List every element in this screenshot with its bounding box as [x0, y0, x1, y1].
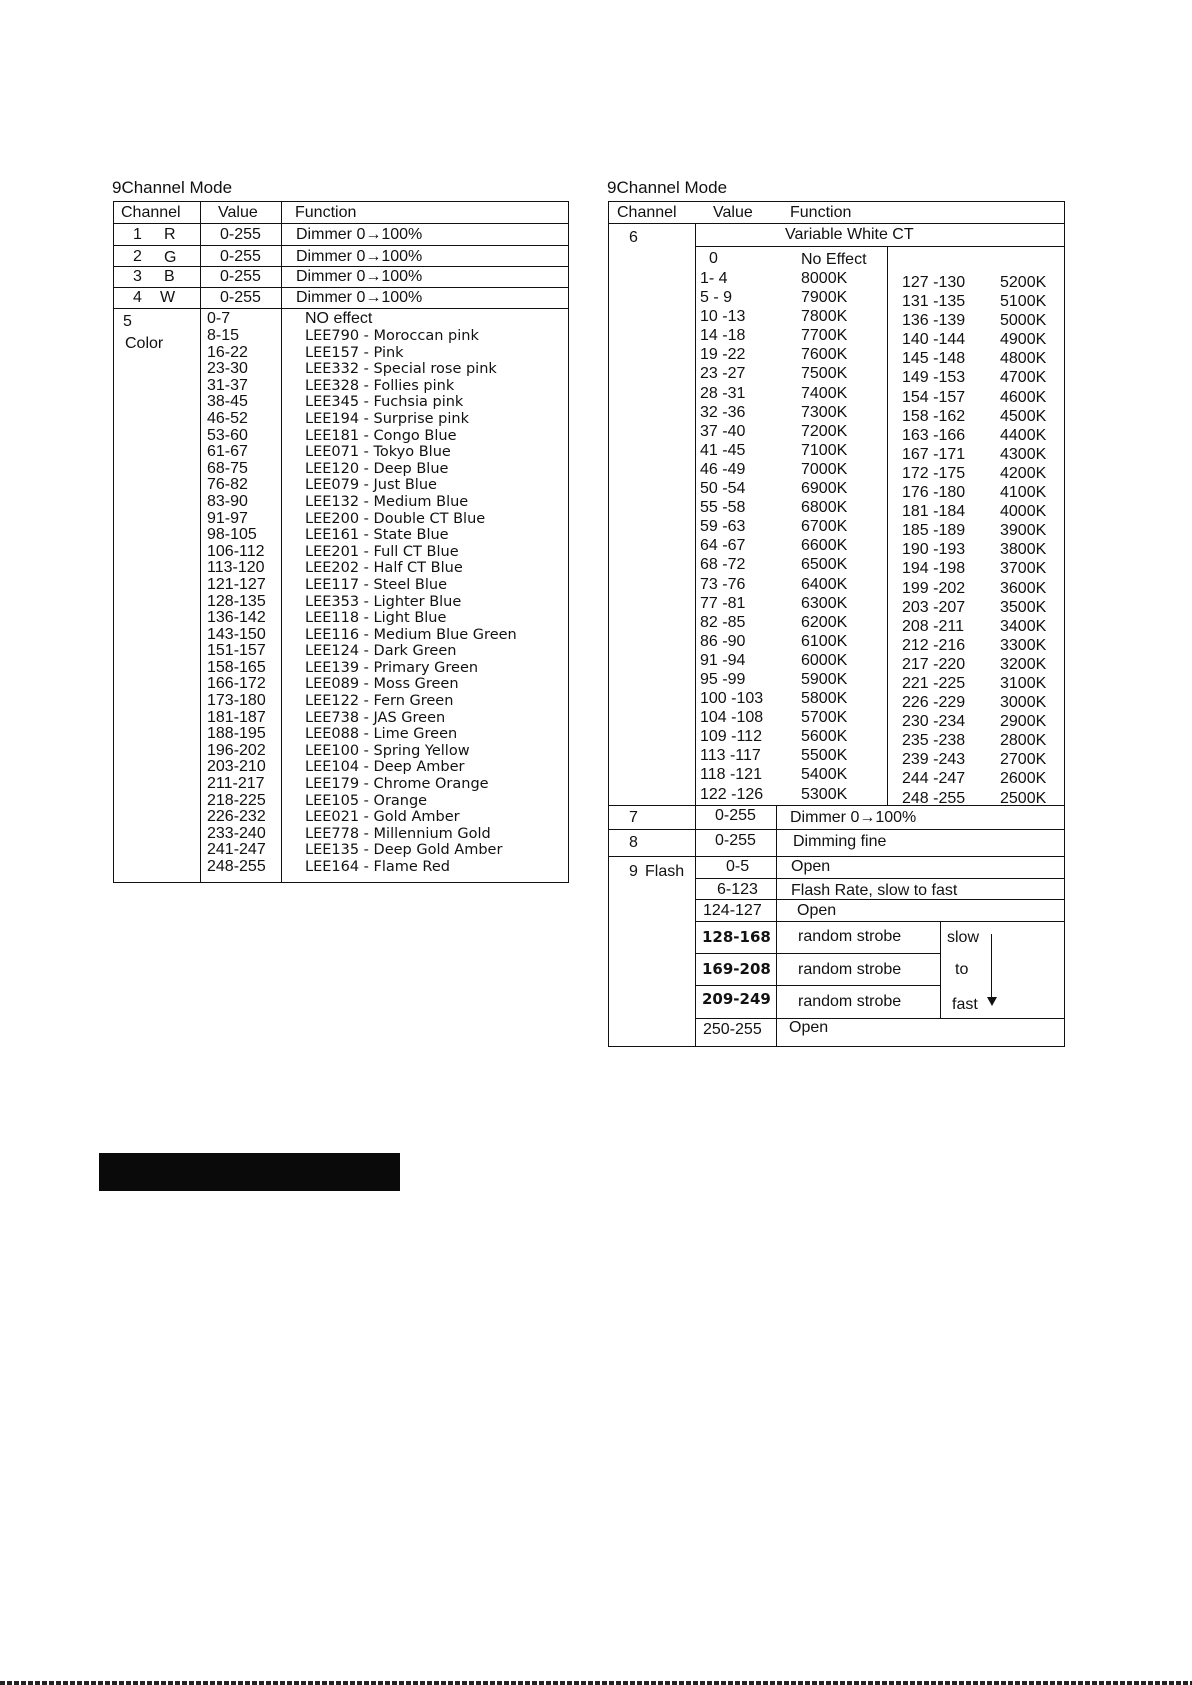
ct-kelvin: 6400K: [801, 575, 848, 593]
ct-kelvin: 6900K: [801, 480, 848, 498]
ct-kelvin: 3000K: [1000, 694, 1047, 712]
ct-kelvin: 5800K: [801, 690, 848, 708]
speed-col-divider: [940, 921, 941, 1018]
flash-value: 250-255: [703, 1021, 762, 1038]
color-value: 151-157: [207, 642, 266, 660]
color-value: 61-67: [207, 443, 248, 461]
ct-value: 149 -153: [902, 369, 966, 387]
ct-kelvin: 2600K: [1000, 770, 1047, 788]
ct-value: 181 -184: [902, 503, 966, 521]
ct-kelvin: 6700K: [801, 518, 848, 536]
color-function: LEE104 - Deep Amber: [305, 759, 465, 776]
color-value: 16-22: [207, 343, 248, 361]
ct-kelvin: 7100K: [801, 441, 848, 459]
ct-kelvin: 4900K: [1000, 331, 1047, 349]
color-value: 8-15: [207, 327, 240, 344]
left-row-line: [113, 266, 569, 267]
color-value: 83-90: [207, 492, 248, 510]
color-function: LEE202 - Half CT Blue: [305, 560, 463, 577]
ct-kelvin: 3100K: [1000, 674, 1047, 692]
color-value: 226-232: [207, 808, 266, 826]
channel-function: Dimming fine: [793, 833, 887, 850]
channel-label: Color: [125, 335, 164, 352]
color-function: LEE089 - Moss Green: [305, 676, 459, 693]
channel-value: 0-255: [220, 268, 261, 285]
color-function: LEE179 - Chrome Orange: [305, 776, 489, 793]
ct-kelvin: 3500K: [1000, 598, 1047, 616]
ct-kelvin: 5400K: [801, 766, 848, 784]
channel-number: 5: [123, 313, 132, 330]
color-value: 218-225: [207, 791, 266, 809]
ct-value: 100 -103: [700, 690, 764, 708]
channel-value: 0-255: [220, 248, 261, 265]
color-value: 53-60: [207, 426, 248, 444]
channel-function: Dimmer 0→100%: [296, 248, 423, 265]
color-function: LEE139 - Primary Green: [305, 659, 479, 676]
color-value: 31-37: [207, 376, 248, 394]
ct-value: 28 -31: [700, 384, 746, 402]
ct-value: 55 -58: [700, 499, 746, 517]
channel-value: 0-255: [715, 807, 756, 824]
ct-kelvin: 2800K: [1000, 732, 1047, 750]
left-row-line: [113, 223, 569, 224]
ct-kelvin: 7600K: [801, 346, 848, 364]
ct-value: 127 -130: [902, 274, 966, 291]
right-row-line: [608, 805, 1065, 806]
ct-kelvin: 5300K: [801, 785, 848, 803]
flash-function: random strobe: [798, 993, 902, 1010]
ct-kelvin: 6800K: [801, 499, 848, 517]
ct-value-list-1: [700, 269, 763, 804]
channel-number: 6: [629, 229, 638, 246]
left-header-channel: Channel: [121, 204, 181, 221]
ct-value: 113 -117: [700, 747, 761, 765]
channel-number: 2: [133, 248, 142, 265]
color-value: 136-142: [207, 609, 266, 627]
left-row-line: [113, 245, 569, 246]
right-row-line: [695, 921, 1065, 922]
flash-function: random strobe: [798, 961, 902, 978]
channel-value: 0-255: [220, 226, 261, 243]
channel-label: Flash: [645, 863, 685, 880]
channel-value: 0-255: [220, 289, 261, 306]
ct-value: 226 -229: [902, 694, 966, 712]
flash-function: Open: [791, 858, 831, 875]
flash-value: 6-123: [717, 881, 758, 898]
ct-kelvin: 6600K: [801, 537, 848, 555]
ct-function: No Effect: [801, 251, 867, 268]
ct-kelvin: 3300K: [1000, 636, 1047, 654]
channel-label: R: [164, 226, 176, 243]
ct-value: 104 -108: [700, 709, 764, 727]
color-value: 0-7: [207, 310, 231, 327]
ct-value: 118 -121: [700, 766, 762, 784]
color-value: 188-195: [207, 725, 266, 743]
left-header-value: Value: [218, 204, 258, 221]
ct-kelvin: 7000K: [801, 460, 848, 478]
color-value: 173-180: [207, 692, 266, 710]
color-function: LEE201 - Full CT Blue: [305, 543, 459, 560]
ct-value: 5 - 9: [700, 289, 733, 307]
ct-kelvin: 3900K: [1000, 522, 1047, 540]
color-function: LEE071 - Tokyo Blue: [305, 444, 451, 461]
right-row-line: [608, 829, 1065, 830]
color-function: LEE021 - Gold Amber: [305, 809, 460, 826]
color-value: 121-127: [207, 575, 266, 593]
ct-value: 217 -220: [902, 655, 966, 673]
right-row-line: [695, 953, 940, 954]
ct-kelvin: 5000K: [1000, 312, 1047, 330]
left-header-function: Function: [295, 204, 357, 221]
ct-value: 95 -99: [700, 670, 746, 688]
ct-value: 185 -189: [902, 522, 966, 540]
color-function: LEE117 - Steel Blue: [305, 576, 447, 593]
color-value: 98-105: [207, 526, 257, 544]
ct-value: 1- 4: [700, 270, 728, 287]
ct-kelvin: 5100K: [1000, 293, 1047, 311]
ct-value: 235 -238: [902, 732, 966, 750]
color-function: LEE124 - Dark Green: [305, 643, 457, 660]
arrow-head-icon: [987, 997, 997, 1006]
color-value: 23-30: [207, 360, 248, 378]
ct-kelvin: 4400K: [1000, 426, 1047, 444]
channel-number: 7: [629, 809, 638, 826]
ct-kelvin: 6100K: [801, 632, 848, 650]
ct-kelvin: 3200K: [1000, 655, 1047, 673]
color-value: 166-172: [207, 675, 266, 693]
color-function: LEE790 - Moroccan pink: [305, 328, 479, 344]
left-row-line: [113, 287, 569, 288]
right-row-line: [695, 878, 1065, 879]
ct-kelvin: 3700K: [1000, 560, 1047, 578]
color-function: LEE778 - Millennium Gold: [305, 825, 491, 842]
ct-value: 14 -18: [700, 327, 746, 345]
right-row-line: [695, 985, 940, 986]
channel-function: Dimmer 0→100%: [296, 268, 423, 285]
ct-value: 77 -81: [700, 594, 746, 612]
color-value: 181-187: [207, 708, 266, 726]
ct-value: 131 -135: [902, 293, 966, 311]
channel-number: 8: [629, 834, 638, 851]
color-function: LEE200 - Double CT Blue: [305, 510, 486, 527]
color-function: LEE738 - JAS Green: [305, 709, 446, 726]
color-value: 196-202: [207, 741, 266, 759]
ct-kelvin: 4300K: [1000, 445, 1047, 463]
ct-kelvin: 4600K: [1000, 388, 1047, 406]
right-header-value: Value: [713, 204, 753, 221]
color-value: 76-82: [207, 476, 248, 494]
color-value: 211-217: [207, 775, 265, 793]
ct-kelvin: 7400K: [801, 384, 848, 402]
color-function: LEE328 - Follies pink: [305, 377, 455, 394]
ct-value: 23 -27: [700, 365, 746, 383]
color-value: 68-75: [207, 459, 248, 477]
channel-function: Dimmer 0→100%: [296, 289, 423, 306]
left-col-divider-1: [200, 201, 201, 883]
color-function: LEE105 - Orange: [305, 792, 428, 809]
ct-kelvin: 5600K: [801, 728, 848, 746]
right-header-channel: Channel: [617, 204, 677, 221]
color-value: 113-120: [207, 559, 265, 577]
ct-value: 140 -144: [902, 331, 966, 349]
ct-kelvin: 2900K: [1000, 713, 1047, 731]
color-function: LEE181 - Congo Blue: [305, 427, 457, 444]
color-value: 233-240: [207, 824, 266, 842]
channel-number: 4: [133, 289, 142, 306]
speed-slow-label: slow: [947, 929, 980, 946]
flash-value: 0-5: [726, 858, 750, 875]
ct-value: 230 -234: [902, 713, 966, 731]
ct-value: 86 -90: [700, 632, 746, 650]
color-value: 128-135: [207, 592, 266, 610]
color-value: 203-210: [207, 758, 266, 776]
color-function: LEE132 - Medium Blue: [305, 493, 469, 510]
ct-kelvin: 8000K: [801, 270, 848, 287]
channel-label: B: [164, 268, 175, 285]
ct-value: 154 -157: [902, 388, 966, 406]
flash-function: Flash Rate, slow to fast: [791, 882, 958, 899]
channel-function: Dimmer 0→100%: [790, 809, 917, 826]
color-function: LEE194 - Surprise pink: [305, 410, 469, 427]
ct-heading: Variable White CT: [785, 226, 914, 243]
channel-number: 1: [133, 226, 142, 243]
ct-value: 122 -126: [700, 785, 764, 803]
ct-kelvin: 2700K: [1000, 751, 1047, 769]
color-value: 158-165: [207, 658, 266, 676]
ct-kelvin: 7700K: [801, 327, 848, 345]
color-function-list: [305, 328, 517, 876]
ct-value: 167 -171: [902, 445, 966, 463]
left-col-divider-2: [281, 201, 282, 883]
color-function: LEE157 - Pink: [305, 344, 404, 361]
ct-value: 109 -112: [700, 728, 762, 746]
ct-kelvin: 7200K: [801, 422, 848, 440]
color-function: LEE164 - Flame Red: [305, 859, 450, 875]
flash-function: Open: [789, 1019, 829, 1036]
ct-value: 212 -216: [902, 636, 966, 654]
ct-kelvin-list-2: [1000, 273, 1046, 808]
ct-value: 244 -247: [902, 770, 966, 788]
color-function: LEE120 - Deep Blue: [305, 460, 449, 477]
color-value: 46-52: [207, 409, 248, 427]
flash-function: Open: [797, 902, 837, 919]
right-table-title: 9Channel Mode: [607, 178, 728, 197]
color-function: LEE100 - Spring Yellow: [305, 742, 470, 759]
ct-value: 176 -180: [902, 484, 966, 502]
color-function: LEE161 - State Blue: [305, 527, 449, 544]
color-value: 106-112: [207, 542, 265, 560]
ct-value: 32 -36: [700, 403, 746, 421]
color-function: LEE332 - Special rose pink: [305, 361, 497, 378]
color-value: 38-45: [207, 393, 248, 411]
ct-kelvin: 3400K: [1000, 617, 1047, 635]
flash-function: random strobe: [798, 928, 902, 945]
channel-label: G: [164, 249, 177, 266]
ct-kelvin: 4100K: [1000, 484, 1047, 502]
left-row-line: [113, 308, 569, 309]
ct-kelvin: 7300K: [801, 403, 848, 421]
ct-value: 248 -255: [902, 789, 966, 807]
ct-kelvin: 4500K: [1000, 407, 1047, 425]
ct-col-divider: [887, 246, 888, 805]
color-function: LEE118 - Light Blue: [305, 610, 447, 627]
channel-function: Dimmer 0→100%: [296, 226, 423, 243]
ct-value: 37 -40: [700, 422, 746, 440]
color-function: LEE079 - Just Blue: [305, 477, 437, 494]
speed-to-label: to: [955, 961, 969, 978]
color-function: LEE088 - Lime Green: [305, 726, 458, 743]
speed-fast-label: fast: [952, 996, 978, 1013]
ct-value: 10 -13: [700, 308, 746, 326]
color-function: LEE116 - Medium Blue Green: [305, 626, 517, 643]
channel-number: 9: [629, 863, 638, 880]
ct-kelvin: 5700K: [801, 709, 848, 727]
ct-value: 64 -67: [700, 537, 746, 555]
ct-value: 46 -49: [700, 460, 746, 478]
color-function: LEE122 - Fern Green: [305, 693, 454, 710]
arrow-down-icon: [991, 934, 992, 998]
ct-value: 239 -243: [902, 751, 966, 769]
color-value: 248-255: [207, 858, 266, 875]
ct-value: 82 -85: [700, 613, 746, 631]
channel-value: 0-255: [715, 832, 756, 849]
ct-kelvin: 3800K: [1000, 541, 1047, 559]
ct-kelvin: 5200K: [1000, 274, 1047, 291]
ct-value: 0: [709, 250, 718, 267]
right-row-line: [608, 223, 1065, 224]
ct-kelvin-list-1: [801, 269, 847, 804]
ct-value: 199 -202: [902, 579, 966, 597]
right-row-line: [695, 1018, 1065, 1019]
ct-kelvin: 4000K: [1000, 503, 1047, 521]
ct-value: 194 -198: [902, 560, 966, 578]
flash-value: 209-249: [702, 990, 771, 1008]
ct-value: 68 -72: [700, 556, 746, 574]
ct-value: 172 -175: [902, 464, 966, 482]
ct-value: 41 -45: [700, 441, 746, 459]
ct-value: 158 -162: [902, 407, 966, 425]
color-function: LEE345 - Fuchsia pink: [305, 394, 464, 411]
right-row-line: [608, 856, 1065, 857]
ct-kelvin: 7900K: [801, 289, 848, 307]
ct-value: 221 -225: [902, 674, 966, 692]
ct-kelvin: 5900K: [801, 670, 848, 688]
ct-value: 163 -166: [902, 426, 966, 444]
color-value: 91-97: [207, 509, 248, 527]
page-bottom-edge: [0, 1681, 1192, 1685]
ct-kelvin: 7500K: [801, 365, 848, 383]
channel-number: 3: [133, 268, 142, 285]
ct-value: 203 -207: [902, 598, 966, 616]
ct-value: 190 -193: [902, 541, 966, 559]
ct-value-list-2: [902, 273, 965, 808]
color-value-list: [207, 328, 266, 876]
flash-value: 124-127: [703, 902, 762, 919]
ct-kelvin: 3600K: [1000, 579, 1047, 597]
flash-value: 169-208: [702, 960, 771, 978]
ct-value: 136 -139: [902, 312, 966, 330]
ct-kelvin: 5500K: [801, 747, 848, 765]
ct-value: 145 -148: [902, 350, 966, 368]
ct-kelvin: 4200K: [1000, 464, 1047, 482]
ct-value: 50 -54: [700, 480, 746, 498]
right-header-function: Function: [790, 204, 852, 221]
ct-kelvin: 2500K: [1000, 789, 1047, 807]
ct-kelvin: 6500K: [801, 556, 848, 574]
ct-value: 208 -211: [902, 617, 964, 635]
ct-value: 19 -22: [700, 346, 746, 364]
ct-kelvin: 6200K: [801, 613, 848, 631]
ct-kelvin: 4800K: [1000, 350, 1047, 368]
ct-kelvin: 6000K: [801, 651, 848, 669]
flash-value: 128-168: [702, 928, 771, 946]
color-value: 143-150: [207, 625, 266, 643]
ct-kelvin: 4700K: [1000, 369, 1047, 387]
color-function: LEE353 - Lighter Blue: [305, 593, 462, 610]
ct-value: 59 -63: [700, 518, 746, 536]
color-function: NO effect: [305, 310, 373, 327]
right-col-divider-2: [776, 805, 777, 1047]
color-function: LEE135 - Deep Gold Amber: [305, 842, 503, 859]
right-row-line: [695, 246, 1065, 247]
color-value: 241-247: [207, 841, 266, 859]
ct-kelvin: 6300K: [801, 594, 848, 612]
ct-value: 91 -94: [700, 651, 746, 669]
right-col-divider-1: [695, 223, 696, 1047]
channel-label: W: [160, 289, 176, 306]
ct-kelvin: 7800K: [801, 308, 848, 326]
ct-value: 73 -76: [700, 575, 746, 593]
left-table-title: 9Channel Mode: [112, 178, 233, 197]
section-header-bar: [99, 1153, 400, 1191]
